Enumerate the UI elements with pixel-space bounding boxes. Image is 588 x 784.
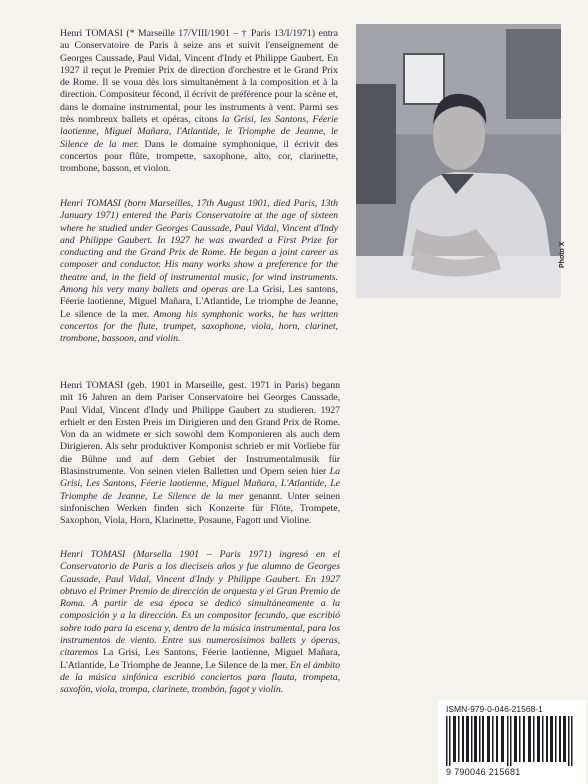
spanish-text-2: En el ámbito de la música sinfónica escribió conciertos para flauta, trompeta, saxofón, viola, trompa, clarinete, trombón, fagot y violín.	[60, 659, 340, 696]
german-text-2: genannt. Unter seinen sinfonischen Werken finden sich Konzerte für Flöte, Trompete, Saxophon, Viola, Horn, Klarinette, Posaune, Fagott und Violine.	[60, 490, 341, 527]
barcode-icon	[446, 716, 580, 766]
ismn-label: ISMN-979-0-046-21568-1	[446, 704, 543, 714]
french-works: la Grisi, les Santons, Féerie laotienne, Miguel Mañara, l'Atlantide, le Triomphe de Jeanne, le Silence de la mer.	[60, 114, 338, 150]
german-works: La Grisi, Les Santons, Féerie laotienne, Miguel Mañara, L'Atlantide, Le Triomphe de Jeanne, Le Silence de la mer	[60, 466, 340, 502]
english-biography	[60, 198, 338, 346]
english-text-1: Henri TOMASI (born Marseilles, 17th August 1901, died Paris, 13th January 1971) entered the Paris Conservatoire at the age of sixteen where he studied under Georges Caussade, Paul Vidal, Vincent d'Indy and Philippe Gaubert. In 1927 he was awarded a First Prize for conducting and the Grand Prix de Rome. He began a joint career as composer and conductor. His many works show a preference for the theatre and, in the field of instrumental music, for wind instruments. Among his very many ballets and operas are	[60, 198, 338, 296]
composer-photo	[356, 24, 561, 298]
german-text-1: Henri TOMASI (geb. 1901 in Marseille, gest. 1971 in Paris) begann mit 16 Jahren an dem Pariser Conservatoire bei Georges Caussade, Paul Vidal, Vincent d'Indy und Philippe Gaubert zu studieren. 1927 erhielt er den Ersten Preis im Dirigieren und den Grand Prix de Rome. Von da an widmete er sich sowohl dem Komponieren als auch dem Dirigieren. Als sehr produktiver Komponist schrieb er mit Vorliebe für die Bühne und auf dem Gebiet der Instrumentalmusik für Blasinstrumente. Von seinen vielen Balletten und Opern seien hier	[60, 380, 340, 478]
english-works: La Grisi, Les santons, Féerie laotienne, Miguel Mañara, L'Atlantide, Le triomphe de Jeanne, Le silence de la mer.	[60, 284, 338, 320]
spanish-biography	[60, 549, 340, 697]
french-text-1: Henri TOMASI (* Marseille 17/VIII/1901 – † Paris 13/I/1971) entra au Conservatoire de Paris à seize ans et suivit l'enseignement de Georges Caussade, Paul Vidal, Vincent d'Indy et Philippe Gaubert. En 1927 il reçut le Premier Prix de direction d'orchestre et le Grand Prix de Rome. Il se voua dès lors simultanément à la composition et à la direction. Compositeur fécond, il écrivit de préférence pour la scène et, dans le domaine instrumental, pour les instruments à vent. Parmi ses très nombreux ballets et opéras, citons	[60, 28, 338, 126]
french-biography	[60, 28, 338, 176]
english-text-2: Among his symphonic works, he has written concertos for the flute, trumpet, saxophone, viola, horn, clarinet, trombone, bassoon, and violin.	[60, 308, 338, 345]
french-text-2: Dans le domaine symphonique, il écrivit des concertos pour flûte, trompette, saxophone, alto, cor, clarinette, trombone, basson, et violon.	[60, 138, 339, 175]
photo-credit: Photo X	[559, 241, 566, 268]
spanish-works: La Grisi, Les Santons, Féerie laotienne, Miguel Mañara, L'Atlantide, Le Triomphe de Jeanne, Le Silence de la mer.	[60, 647, 340, 671]
spanish-text-1: Henri TOMASI (Marsella 1901 – Paris 1971) ingresó en el Conservatorio de Paris a los dieciseis años y fue alumno de Georges Caussade, Paul Vidal, Vincent d'Indy y Philippe Gaubert. En 1927 obtuvo el Primer Premio de dirección de orquesta y el Gran Premio de Roma. A partir de esa época se dedicó simultáneamente a la composición y a la dirección. Es un compositor fecundo, que escribió sobre todo para la escena y, dentro de la música instrumental, para los instrumentos de viento. Entre sus numerosísimos ballets y óperas, citaremos	[60, 549, 340, 659]
german-biography	[60, 380, 340, 528]
barcode-number: 9 790046 215681	[446, 767, 521, 777]
